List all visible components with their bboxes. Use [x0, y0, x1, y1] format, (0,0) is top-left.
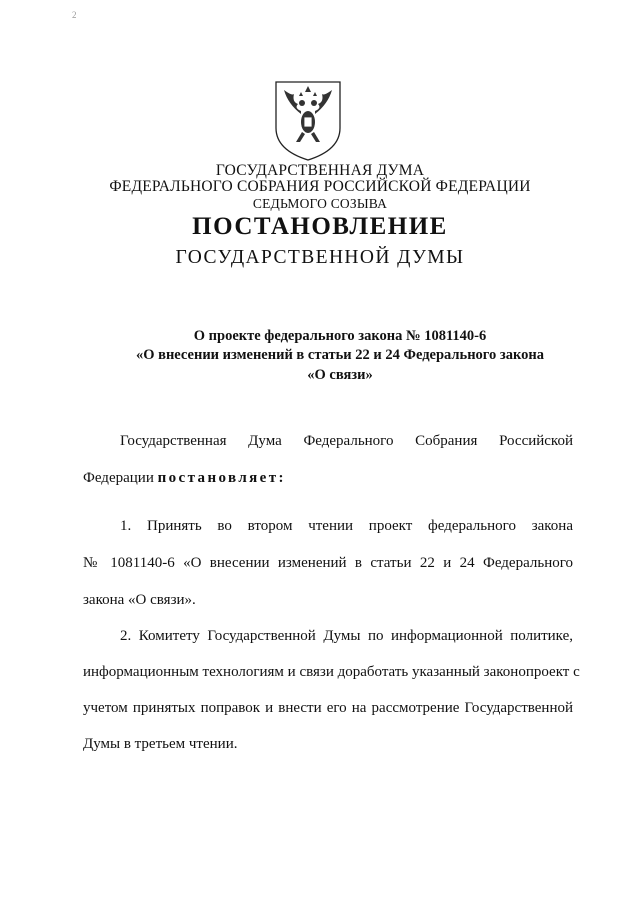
preamble-federation-word: Федерации: [83, 470, 154, 486]
item1-line-2: № 1081140-6 «О внесении изменений в статьи 22 и 24 Федерального: [83, 555, 573, 571]
header-line-federal-assembly: ФЕДЕРАЛЬНОГО СОБРАНИЯ РОССИЙСКОЙ ФЕДЕРАЦИИ: [109, 178, 531, 195]
subject-line-3: «О связи»: [307, 367, 373, 383]
item1-line-3: закона «О связи».: [83, 592, 196, 608]
page-number-mark: 2: [72, 10, 77, 20]
item2-line-3: учетом принятых поправок и внести его на рассмотрение Государственной: [83, 700, 573, 716]
item2-line-1: 2. Комитету Государственной Думы по информационной политике,: [120, 628, 573, 644]
header-line-convocation: СЕДЬМОГО СОЗЫВА: [252, 196, 388, 211]
subject-line-2: «О внесении изменений в статьи 22 и 24 Федерального закона: [135, 347, 545, 363]
coat-of-arms-icon: [272, 78, 344, 162]
item2-line-4: Думы в третьем чтении.: [83, 736, 238, 752]
subject-line-1: О проекте федерального закона № 1081140-6: [193, 328, 487, 344]
document-subtitle: ГОСУДАРСТВЕННОЙ ДУМЫ: [175, 247, 465, 268]
item2-line-2: информационным технологиям и связи доработать указанный законопроект с: [83, 664, 580, 680]
item1-line-1: 1. Принять во втором чтении проект федерального закона: [120, 518, 573, 534]
preamble-resolves-word: постановляет:: [157, 470, 286, 486]
preamble-line-2: [83, 470, 573, 487]
preamble-line-1: Государственная Дума Федерального Собрания Российской: [120, 433, 573, 449]
header-line-duma: ГОСУДАРСТВЕННАЯ ДУМА: [215, 162, 425, 179]
document-title: ПОСТАНОВЛЕНИЕ: [192, 213, 448, 240]
